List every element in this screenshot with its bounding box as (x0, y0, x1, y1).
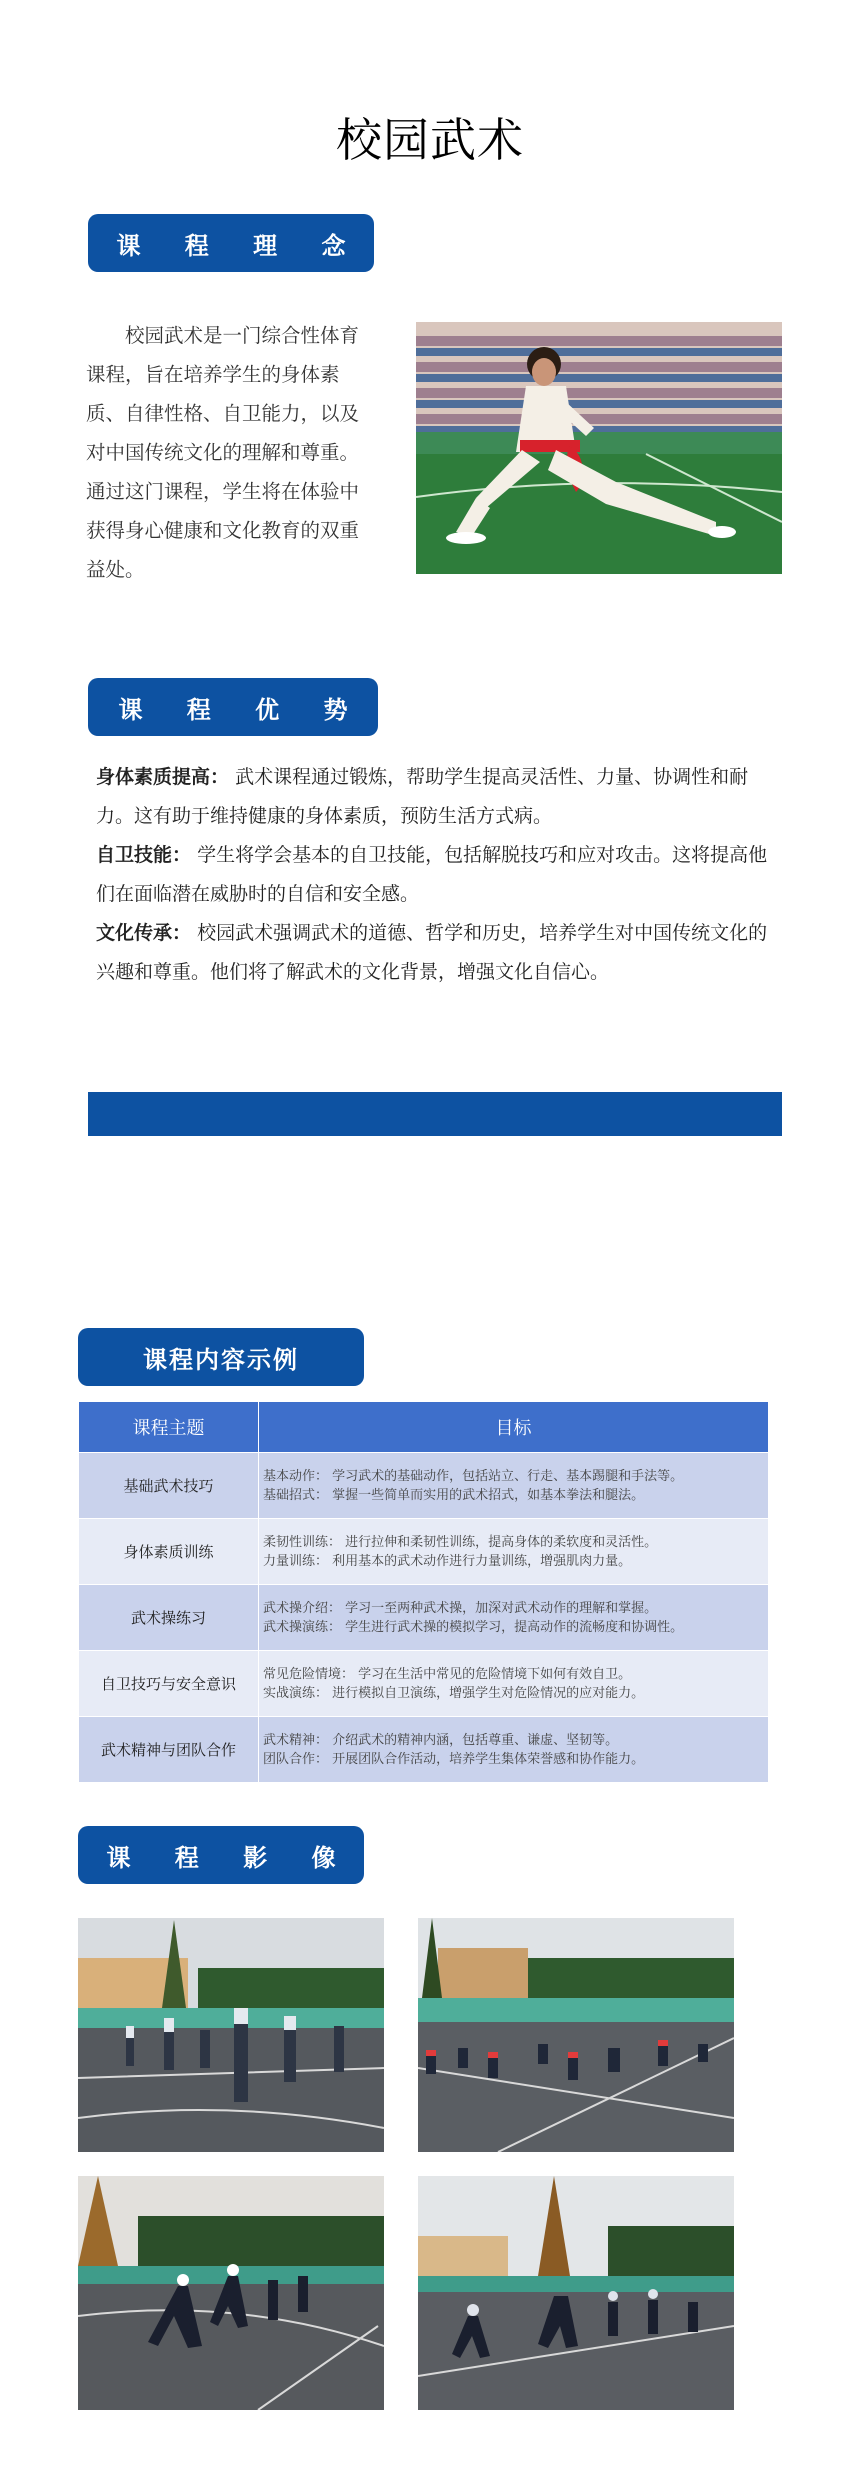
advantage-label: 自卫技能： (96, 844, 192, 866)
column-header-goal: 目标 (259, 1402, 769, 1453)
advantage-text: 武术课程通过锻炼，帮助学生提高灵活性、力量、协调性和耐力。这有助于维持健康的身体素质，预防生活方式病。 (96, 766, 749, 827)
advantage-text: 校园武术强调武术的道德、哲学和历史，培养学生对中国传统文化的兴趣和尊重。他们将了解武术的文化背景，增强文化自信心。 (96, 922, 768, 983)
goal-line: 力量训练： 利用基本的武术动作进行力量训练，增强肌肉力量。 (263, 1553, 632, 1569)
gallery-photo-3 (78, 2176, 384, 2410)
section-heading-content: 课程内容示例 (78, 1328, 364, 1386)
philosophy-text: 校园武术是一门综合性体育课程，旨在培养学生的身体素质、自律性格、自卫能力，以及对中国传统文化的理解和尊重。通过这门课程，学生将在体验中获得身心健康和文化教育的双重益处。 (86, 324, 360, 581)
table-header-row (79, 1402, 769, 1453)
goal-cell (259, 1453, 769, 1519)
gallery-photo-2 (418, 1918, 734, 2152)
goal-line: 武术操介绍： 学习一至两种武术操，加深对武术动作的理解和掌握。 (263, 1600, 658, 1616)
table-row (79, 1585, 769, 1651)
section-heading-advantages: 课 程 优 势 (88, 678, 378, 736)
advantage-label: 文化传承： (96, 922, 192, 944)
course-content-table (78, 1401, 769, 1783)
martial-arts-student-photo (416, 322, 782, 574)
column-header-topic: 课程主题 (79, 1402, 259, 1453)
gallery-photo-4 (418, 2176, 734, 2410)
goal-line: 基本动作： 学习武术的基础动作，包括站立、行走、基本踢腿和手法等。 (263, 1468, 684, 1484)
topic-cell: 自卫技巧与安全意识 (79, 1651, 259, 1717)
advantage-label: 身体素质提高： (96, 766, 230, 788)
table-row (79, 1651, 769, 1717)
goal-cell (259, 1717, 769, 1783)
advantage-item (96, 758, 776, 836)
goal-line: 武术操演练： 学生进行武术操的模拟学习，提高动作的流畅度和协调性。 (263, 1619, 684, 1635)
topic-cell: 武术操练习 (79, 1585, 259, 1651)
advantage-text: 学生将学会基本的自卫技能，包括解脱技巧和应对攻击。这将提高他们在面临潜在威胁时的自信和安全感。 (96, 844, 768, 905)
goal-line: 常见危险情境： 学习在生活中常见的危险情境下如何有效自卫。 (263, 1666, 632, 1682)
section-divider-bar (88, 1092, 782, 1136)
topic-cell: 武术精神与团队合作 (79, 1717, 259, 1783)
table-row (79, 1453, 769, 1519)
advantage-item (96, 836, 776, 914)
goal-line: 实战演练： 进行模拟自卫演练，增强学生对危险情况的应对能力。 (263, 1685, 645, 1701)
goal-line: 武术精神： 介绍武术的精神内涵，包括尊重、谦虚、坚韧等。 (263, 1732, 619, 1748)
goal-line: 团队合作： 开展团队合作活动，培养学生集体荣誉感和协作能力。 (263, 1751, 645, 1767)
goal-line: 基础招式： 掌握一些简单而实用的武术招式，如基本拳法和腿法。 (263, 1487, 645, 1503)
topic-cell: 身体素质训练 (79, 1519, 259, 1585)
table-row (79, 1717, 769, 1783)
advantage-item (96, 914, 776, 992)
section-heading-gallery: 课 程 影 像 (78, 1826, 364, 1884)
table-row (79, 1519, 769, 1585)
page-title: 校园武术 (336, 113, 524, 167)
gallery-photo-1 (78, 1918, 384, 2152)
goal-cell (259, 1651, 769, 1717)
goal-line: 柔韧性训练： 进行拉伸和柔韧性训练，提高身体的柔软度和灵活性。 (263, 1534, 658, 1550)
goal-cell (259, 1519, 769, 1585)
goal-cell (259, 1585, 769, 1651)
topic-cell: 基础武术技巧 (79, 1453, 259, 1519)
section-heading-philosophy: 课 程 理 念 (88, 214, 374, 272)
advantages-list (96, 758, 776, 992)
